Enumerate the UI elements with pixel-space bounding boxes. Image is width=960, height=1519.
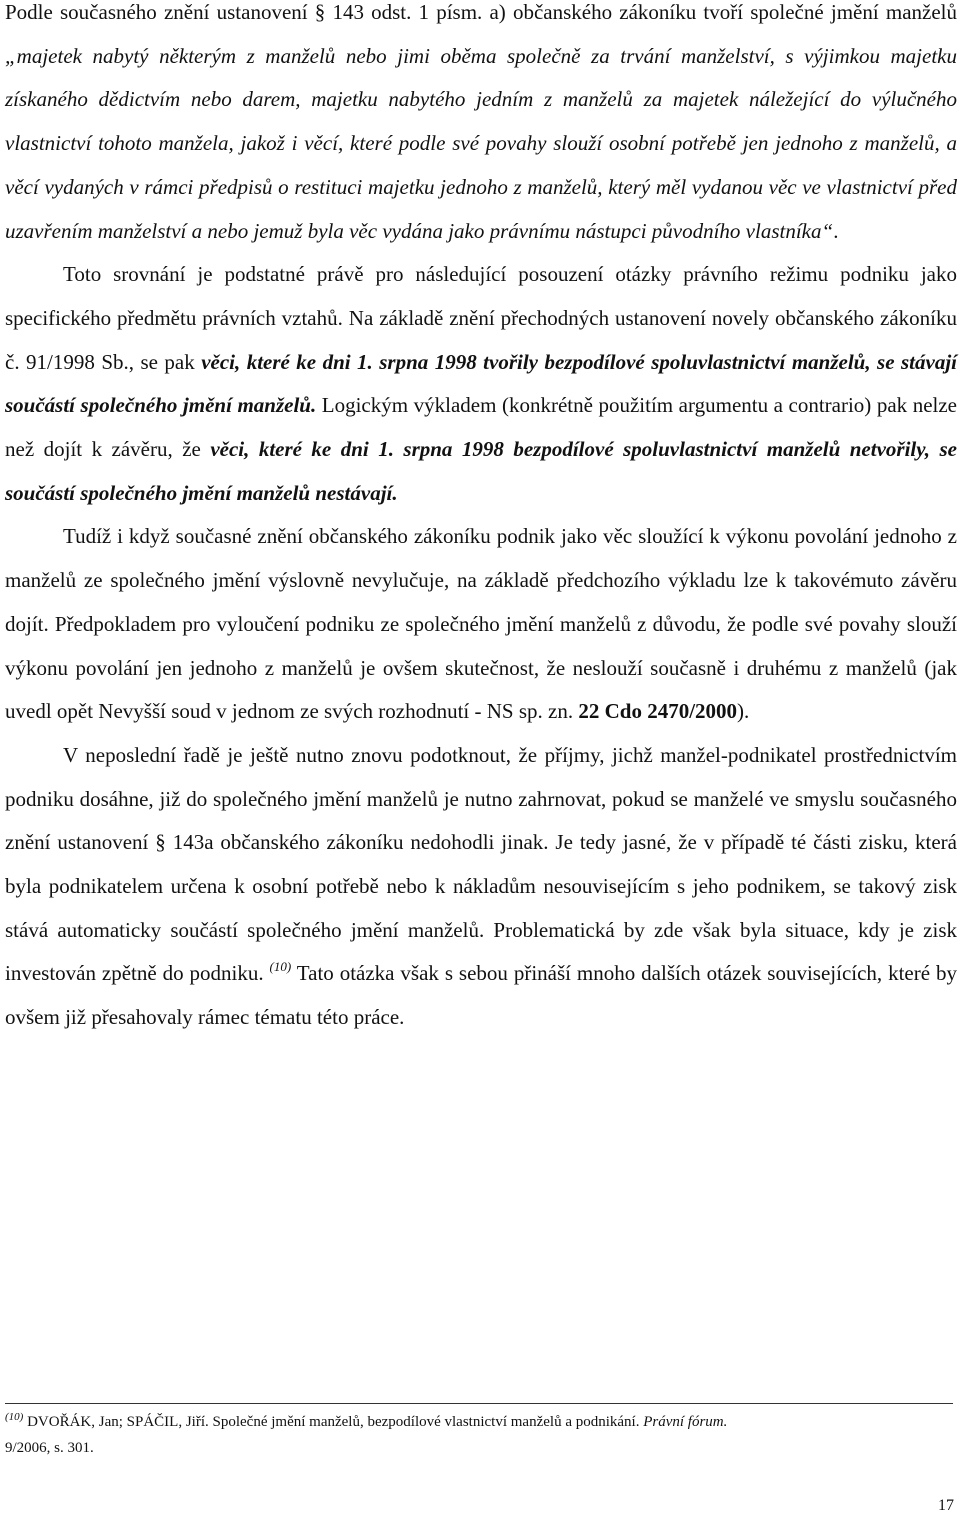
footnote-number: (10) [5,1411,24,1423]
paragraph-4-text-1: V neposlední řadě je ještě nutno znovu podotknout, že příjmy, jichž manžel-podnikatel prostřednictvím podniku dosáhne, již do společného jmění manželů je nutno zahrnovat, pokud se manželé ve smyslu současného znění ustanovení § 143a občanského zákoníku nedohodli jinak. Je tedy jasné, že v případě té části zisku, která byla podnikatelem určena k osobní potřebě nebo k nákladům nesouvisejícím s jeho podnikem, se takový zisk stává automaticky součástí společného jmění manželů. Problematická by zde však byla situace, kdy je zisk investován zpětně do podniku. [5,742,957,986]
footnote-journal: Právní fórum. [643,1414,728,1430]
footnote-entry [5,1409,945,1461]
paragraph-1-quote: „majetek nabytý některým z manželů nebo jimi oběma společně za trvání manželství, s výjimkou majetku získaného dědictvím nebo darem, majetku nabytého jedním z manželů za majetek náležející do výlučného vlastnictví tohoto manžela, jakož i věcí, které podle své povahy slouží osobní potřebě jen jednoho z manželů, a věcí vydaných v rámci předpisů o restituci majetku jednoho z manželů, který měl vydanou věc ve vlastnictví před uzavřením manželství a nebo jemuž byla věc vydána jako právnímu nástupci původního vlastníka“ [5,43,957,243]
paragraph-3-text-2: ). [737,699,750,724]
footnote-citation: DVOŘÁK, Jan; SPÁČIL, Jiří. Společné jmění manželů, bezpodílové vlastnictví manželů a podnikání. [23,1414,644,1430]
paragraph-2 [5,253,957,515]
paragraph-2-emphasis-1: věci, které ke dni 1. srpna 1998 tvořily bezpodílové spoluvlastnictví manželů, se stávají součástí společného jmění manželů. [5,349,958,418]
case-reference: 22 Cdo 2470/2000 [578,699,738,724]
footnote-issue: 9/2006, s. 301. [5,1440,94,1456]
paragraph-3 [5,515,957,734]
footnote-reference[interactable]: (10) [269,959,292,975]
body-text [5,0,957,1040]
paragraph-1-intro: Podle současného znění ustanovení § 143 odst. 1 písm. a) občanského zákoníku tvoří společné jmění manželů [5,0,957,24]
paragraph-1-end: . [833,218,839,243]
paragraph-4-text-2: Tato otázka však s sebou přináší mnoho dalších otázek souvisejících, které by ovšem již přesahovaly rámec tématu této práce. [5,961,957,1030]
paragraph-2-emphasis-2: věci, které ke dni 1. srpna 1998 bezpodílové spoluvlastnictví manželů netvořily, se součástí společného jmění manželů nestávají. [5,437,957,505]
paragraph-2-text-1: Toto srovnání je podstatné právě pro následující posouzení otázky právního režimu podniku jako specifického předmětu právních vztahů. Na základě znění přechodných ustanovení novely občanského zákoníku č. 91/1998 Sb., se pak [5,262,957,374]
page-number: 17 [938,1497,954,1514]
paragraph-2-text-2: Logickým výkladem (konkrétně použitím argumentu a contrario) pak nelze než dojít k závěru, že [5,393,957,462]
footnote [5,1409,945,1461]
paragraph-1 [5,0,957,253]
paragraph-3-text-1: Tudíž i když současné znění občanského zákoníku podnik jako věc sloužící k výkonu povolání jednoho z manželů ze společného jmění výslovně nevylučuje, na základě předchozího výkladu lze k takovémuto závěru dojít. Předpokladem pro vyloučení podniku ze společného jmění manželů z důvodu, že podle své povahy slouží výkonu povolání jen jednoho z manželů je ovšem skutečnost, že neslouží současně i druhému z manželů (jak uvedl opět Nevyšší soud v jednom ze svých rozhodnutí - NS sp. zn. [5,524,957,724]
footnote-separator [5,1403,953,1404]
paragraph-4 [5,734,957,1040]
